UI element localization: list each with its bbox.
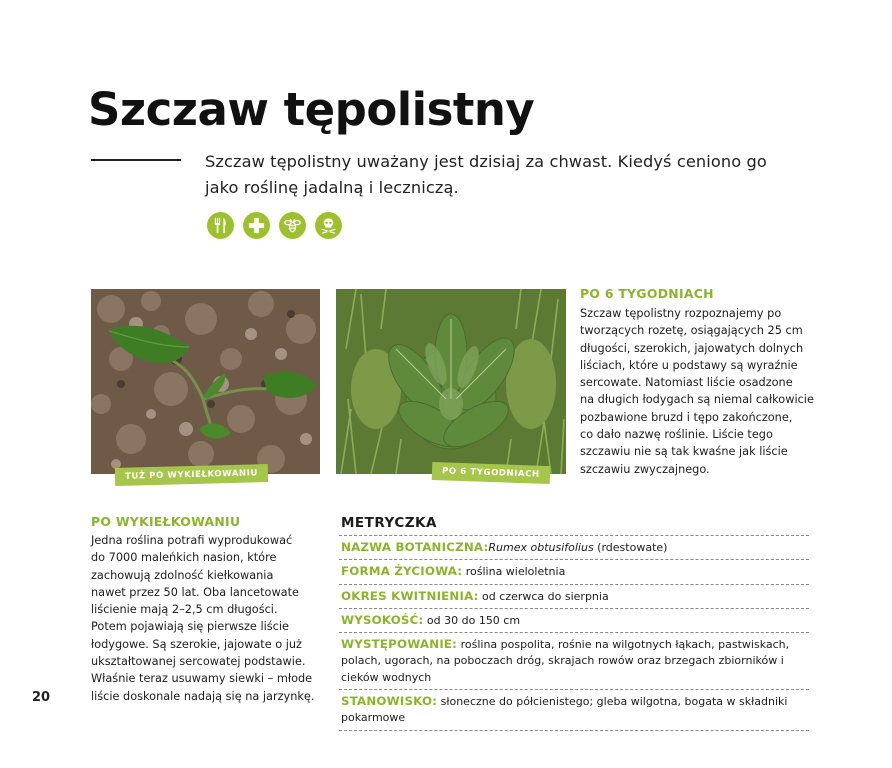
- after-germination-line: Jedna roślina potrafi wyprodukować: [91, 534, 293, 547]
- rosette-photo: [336, 289, 566, 474]
- after-germination-line: łodygowe. Są szerokie, jajowate o już: [91, 637, 302, 651]
- six-weeks-section: [580, 286, 820, 478]
- row-key: NAZWA BOTANICZNA:: [341, 540, 489, 554]
- skull-crossbones-icon: [315, 212, 342, 239]
- six-weeks-line: szczawiu zwyczajnego.: [580, 462, 710, 476]
- six-weeks-line: pozbawione bruzd i tępo zakończone,: [580, 410, 793, 424]
- row-key: STANOWISKO:: [341, 694, 438, 709]
- cutlery-icon: [207, 212, 234, 239]
- metryczka-row-habitat: [339, 689, 809, 731]
- row-key: WYSOKOŚĆ:: [341, 612, 424, 627]
- six-weeks-line: Szczaw tępolistny rozpoznajemy po: [580, 307, 782, 320]
- six-weeks-line: co dało nazwę roślinie. Liście tego: [580, 428, 773, 442]
- row-value: od czerwca do sierpnia: [478, 589, 609, 603]
- caption-six-weeks: PO 6 TYGODNIACH: [432, 462, 550, 484]
- row-value: słoneczne do półcienistego; gleba wilgotna, bogata w składniki pokarmowe: [341, 695, 788, 725]
- metryczka-row-life-form: [339, 559, 809, 583]
- intro-divider: [91, 159, 181, 161]
- after-germination-line: Potem pojawiają się pierwsze liście: [91, 620, 289, 634]
- metryczka-row-botanical-name: [339, 535, 809, 559]
- six-weeks-line: szczawiu nie są tak kwaśne jak liście: [580, 445, 788, 459]
- row-key: FORMA ŻYCIOWA:: [341, 564, 463, 579]
- six-weeks-line: liściach, które u podstawy są wyraźnie: [580, 358, 798, 372]
- after-germination-line: nawet przez 50 lat. Oba lancetowate: [91, 585, 299, 599]
- row-value: roślina wieloletnia: [462, 565, 566, 579]
- row-value: roślina pospolita, rośnie na wilgotnych łąkach, pastwiskach, polach, ugorach, na poboczach dróg, skrajach rowów oraz brzegach zbiorników i cieków wodnych: [341, 638, 790, 684]
- row-value: od 30 do 150 cm: [423, 613, 521, 627]
- six-weeks-line: tworzących rozetę, osiągających 25 cm: [580, 324, 803, 338]
- row-key: OKRES KWITNIENIA:: [341, 588, 479, 603]
- after-germination-heading: PO WYKIEŁKOWANIU: [91, 514, 241, 529]
- after-germination-line: ukształtowanej sercowatej podstawie.: [91, 655, 306, 669]
- row-value-latin: Rumex obtusifolius: [488, 541, 594, 554]
- metryczka-box: [339, 515, 809, 731]
- medical-cross-icon: [243, 212, 270, 239]
- usage-icons: [207, 212, 342, 239]
- six-weeks-line: na długich łodygach są niemal całkowicie: [580, 393, 814, 407]
- six-weeks-line: sercowate. Natomiast liście osadzone: [580, 376, 793, 390]
- after-germination-section: [91, 514, 321, 705]
- metryczka-row-occurrence: [339, 632, 809, 689]
- intro-text: Szczaw tępolistny uważany jest dzisiaj za chwast. Kiedyś ceniono go jako roślinę jadalną i leczniczą.: [205, 152, 767, 197]
- metryczka-row-height: [339, 608, 809, 632]
- bee-icon: [279, 212, 306, 239]
- after-germination-line: do 7000 maleńkich nasion, które: [91, 551, 277, 565]
- row-value: (rdestowate): [593, 541, 668, 554]
- metryczka-title: METRYCZKA: [341, 515, 437, 531]
- after-germination-line: liście doskonale nadają się na jarzynkę.: [91, 689, 315, 703]
- page-number: 20: [32, 690, 51, 705]
- page-title: Szczaw tępolistny: [88, 83, 535, 136]
- caption-seedling: TUŻ PO WYKIEŁKOWANIU: [115, 464, 268, 486]
- after-germination-line: liścienie mają 2–2,5 cm długości.: [91, 603, 278, 617]
- seedling-photo: [91, 289, 320, 474]
- metryczka-row-flowering: [339, 584, 809, 608]
- six-weeks-line: długości, szerokich, jajowatych dolnych: [580, 341, 804, 355]
- six-weeks-heading: PO 6 TYGODNIACH: [580, 286, 714, 301]
- row-key: WYSTĘPOWANIE:: [341, 637, 458, 652]
- after-germination-line: Właśnie teraz usuwamy siewki – młode: [91, 672, 313, 686]
- after-germination-line: zachowują zdolność kiełkowania: [91, 568, 274, 582]
